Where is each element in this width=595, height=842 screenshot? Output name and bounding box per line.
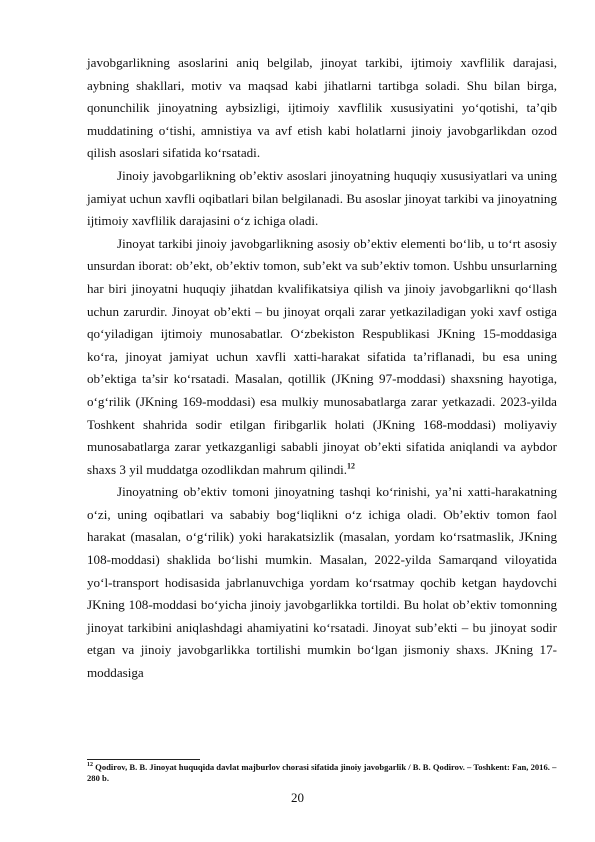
paragraph-4: Jinoyatning ob’ektiv tomoni jinoyatning tashqi ko‘rinishi, ya’ni xatti-harakatning o‘zi, uning oqibatlari va sababiy bog‘liqlikni o‘z ichiga oladi. Ob’ektiv tomon faol harakat (masalan, o‘g‘rilik) yoki harakatsizlik (masalan, yordam ko‘rsatmaslik, JKning 108-moddasi) shaklida bo‘lishi mumkin. Masalan, 2022-yilda Samarqand viloyatida yo‘l-transport hodisasida jabrlanuvchiga yordam ko‘rsatmay qochib ketgan haydovchi JKning 108-moddasi bo‘yicha jinoiy javobgarlikka tortildi. Bu holat ob’ektiv tomonning jinoyat tarkibini aniqlashdagi ahamiyatini ko‘rsatadi. Jinoyat sub’ekti – bu jinoyat sodir etgan va jinoiy javobgarlikka tortilishi mumkin bo‘lgan jismoniy shaxs. JKning 17-moddasiga bbox=[87, 484, 557, 681]
page-number: 20 bbox=[291, 790, 304, 805]
footnote bbox=[87, 762, 557, 785]
footnote-divider bbox=[87, 759, 200, 760]
footnote-text: Qodirov, B. B. Jinoyat huquqida davlat majburlov chorasi sifatida jinoiy javobgarlik / B. B. Qodirov. – Toshkent: Fan, 2016. – 280 b. bbox=[87, 762, 557, 784]
footnote-number: 12 bbox=[87, 762, 93, 769]
paragraph-2: Jinoiy javobgarlikning ob’ektiv asoslari jinoyatning huquqiy xususiyatlari va uning jamiyat uchun xavfli oqibatlari bilan belgilanadi. Bu asoslar jinoyat tarkibi va jinoyatning ijtimoiy xavflilik darajasini o‘z ichiga oladi. bbox=[87, 167, 557, 229]
paragraph-3-text: Jinoyat tarkibi jinoiy javobgarlikning asosiy ob’ektiv elementi bo‘lib, u to‘rt asosiy unsurdan iborat: ob’ekt, ob’ektiv tomon, sub’ekt va sub’ektiv tomon. Ushbu unsurlarning har biri jinoyatni huquqiy jihatdan kvalifikatsiya qilish va jinoiy javobgarlikni qo‘llash uchun zarurdir. Jinoyat ob’ekti – bu jinoyat orqali zarar yetkaziladigan yoki xavf ostiga qo‘yiladigan ijtimoiy munosabatlar. O‘zbekiston Respublikasi JKning 15-moddasiga ko‘ra, jinoyat jamiyat uchun xavfli xatti-harakat sifatida ta’riflanadi, bu esa uning ob’ektiga ta’sir ko‘rsatadi. Masalan, qotillik (JKning 97-moddasi) shaxsning hayotiga, o‘g‘rilik (JKning 169-moddasi) esa mulkiy munosabatlarga zarar yetkazadi. 2023-yilda Toshkent shahrida sodir etilgan firibgarlik holati (JKning 168-moddasi) moliyaviy munosabatlarga zarar yetkazganligi sababli jinoyat ob’ekti sifatida aniqlandi va aybdor shaxs 3 yil muddatga ozodlikdan mahrum qilindi. bbox=[87, 235, 557, 477]
page-body bbox=[87, 52, 557, 685]
paragraph-1: javobgarlikning asoslarini aniq belgilab, jinoyat tarkibi, ijtimoiy xavflilik darajasi, aybning shakllari, motiv va maqsad kabi jihatlarni tartibga soladi. Shu bilan birga, qonunchilik jinoyatning aybsizligi, ijtimoiy xavflilik xususiyatini yo‘qotishi, ta’qib muddatining o‘tishi, amnistiya va avf etish kabi holatlarni jinoiy javobgarlikdan ozod qilish asoslari sifatida ko‘rsatadi. bbox=[87, 55, 557, 161]
paragraph-3 bbox=[87, 233, 557, 482]
footnote-reference[interactable]: 12 bbox=[347, 461, 356, 471]
